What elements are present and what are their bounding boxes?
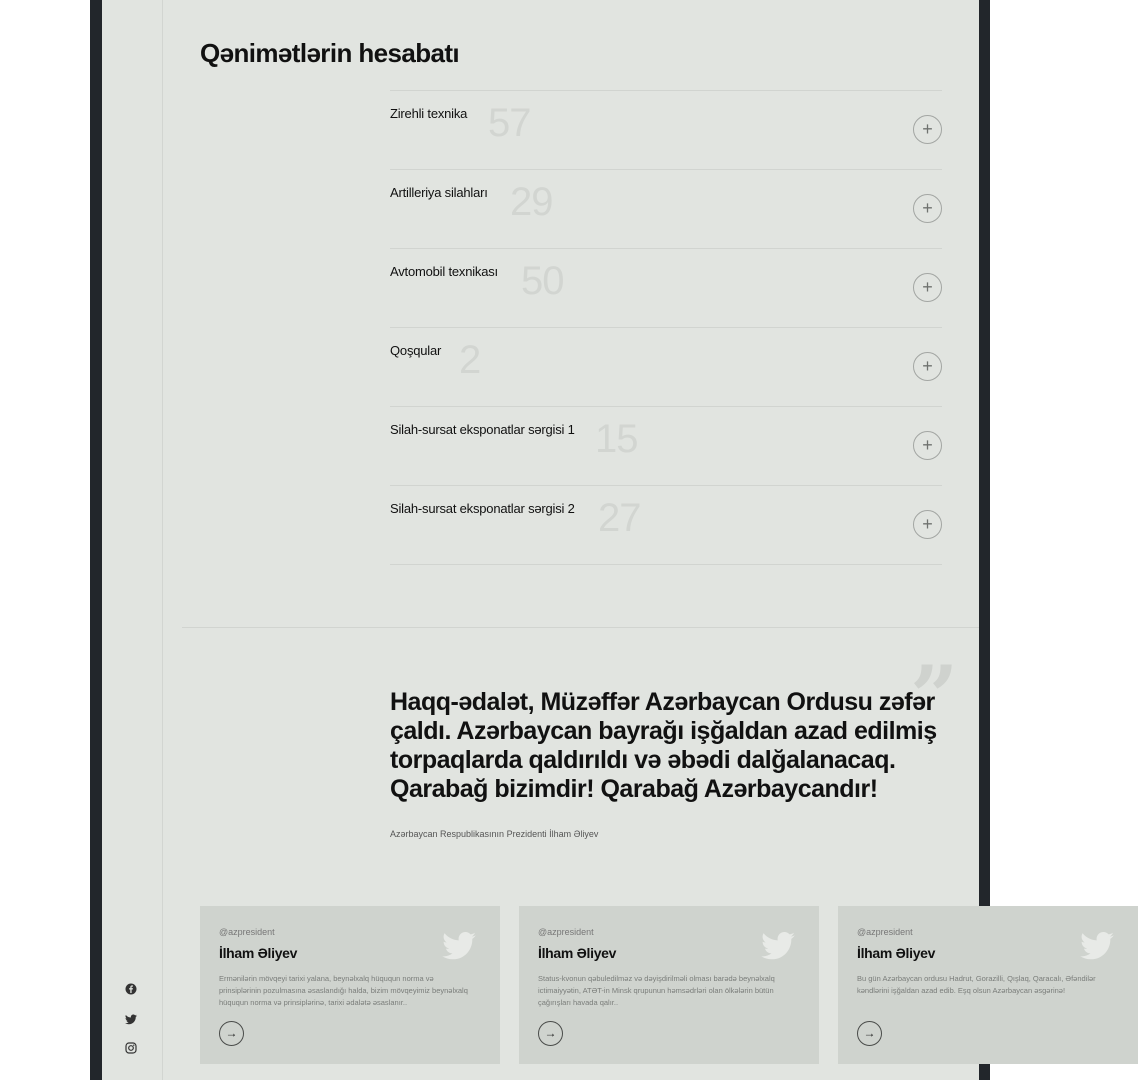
section-divider xyxy=(182,627,979,628)
trophy-label: Zirehli texnika xyxy=(390,106,468,121)
expand-plus-icon[interactable]: + xyxy=(913,115,942,144)
expand-plus-icon[interactable]: + xyxy=(913,194,942,223)
expand-plus-icon[interactable]: + xyxy=(913,431,942,460)
trophy-label: Qoşqular xyxy=(390,343,442,358)
facebook-icon[interactable] xyxy=(122,982,140,1000)
tweet-card[interactable] xyxy=(519,906,819,1064)
tweet-handle: @azpresident xyxy=(219,927,275,937)
instagram-icon[interactable] xyxy=(122,1041,140,1059)
twitter-icon xyxy=(1080,932,1114,960)
expand-plus-icon[interactable]: + xyxy=(913,273,942,302)
tweet-author: İlham Əliyev xyxy=(538,945,617,961)
quote-author: Azərbaycan Respublikasının Prezidenti İlham Əliyev xyxy=(390,829,599,839)
sidebar-divider xyxy=(162,0,163,1080)
tweet-author: İlham Əliyev xyxy=(857,945,936,961)
tweet-handle: @azpresident xyxy=(538,927,594,937)
trophy-row-exhibition-1[interactable] xyxy=(390,407,942,486)
tweet-author: İlham Əliyev xyxy=(219,945,298,961)
trophy-count: 2 xyxy=(459,338,481,382)
tweet-card[interactable] xyxy=(200,906,500,1064)
window-frame-left xyxy=(90,0,102,1080)
section-title: Qənimətlərin hesabatı xyxy=(200,38,460,68)
president-quote: Haqq-ədalət, Müzəffər Azərbaycan Ordusu zəfər çaldı. Azərbaycan bayrağı işğaldan azad edilmiş torpaqlarda qaldırıldı və əbədi dalğalanacaq. Qarabağ bizimdir! Qarabağ Azərbaycandır! xyxy=(390,688,937,803)
expand-plus-icon[interactable]: + xyxy=(913,510,942,539)
trophy-label: Avtomobil texnikası xyxy=(390,264,498,279)
trophy-label: Artilleriya silahları xyxy=(390,185,488,200)
arrow-right-icon[interactable]: → xyxy=(219,1021,244,1046)
trophy-label: Silah-sursat eksponatlar sərgisi 1 xyxy=(390,422,575,437)
trophy-label: Silah-sursat eksponatlar sərgisi 2 xyxy=(390,501,575,516)
trophy-row-armored[interactable] xyxy=(390,91,942,170)
trophy-count: 27 xyxy=(598,496,641,540)
arrow-right-icon[interactable]: → xyxy=(857,1021,882,1046)
arrow-right-icon[interactable]: → xyxy=(538,1021,563,1046)
trophy-count: 29 xyxy=(510,180,553,224)
twitter-icon xyxy=(442,932,476,960)
tweet-handle: @azpresident xyxy=(857,927,913,937)
tweet-text: Bu gün Azərbaycan ordusu Hadrut, Goraz​illi, Qışlaq, Qaracalı, Əfəndilər kəndlərini işğaldan azad edib. Eşq olsun Azərbaycan əsgərinə! xyxy=(857,974,1096,995)
expand-plus-icon[interactable]: + xyxy=(913,352,942,381)
trophy-count: 57 xyxy=(488,101,531,145)
twitter-icon xyxy=(761,932,795,960)
tweet-text: Ermənilərin mövqeyi tarixi yalana, beynəlxalq hüququn norma və prinsiplərinin pozulmasına əsaslandığı halda, bizim mövqeyimiz beynəlxalq hüququn norma və prinsiplərinə, tarixi ədalətə əsaslanır.. xyxy=(219,974,468,1007)
trophy-count: 15 xyxy=(595,417,638,461)
tweet-text: Status-kvonun qəbuledilməz və dəyişdirilməli olması barədə beynəlxalq ictimaiyyətin, ATƏT-in Minsk qrupunun həmsədrləri olan ölkələrin bütün çağırışları havada qalır.. xyxy=(538,974,775,1007)
trophy-count: 50 xyxy=(521,259,564,303)
trophy-list xyxy=(390,90,942,565)
tweet-card[interactable] xyxy=(838,906,1138,1064)
trophy-row-artillery[interactable] xyxy=(390,170,942,249)
twitter-icon[interactable] xyxy=(122,1012,140,1030)
trophy-row-vehicles[interactable] xyxy=(390,249,942,328)
trophy-row-trailers[interactable] xyxy=(390,328,942,407)
quote-mark-icon: ” xyxy=(910,647,959,746)
trophy-row-exhibition-2[interactable] xyxy=(390,486,942,565)
page xyxy=(102,0,1096,1080)
